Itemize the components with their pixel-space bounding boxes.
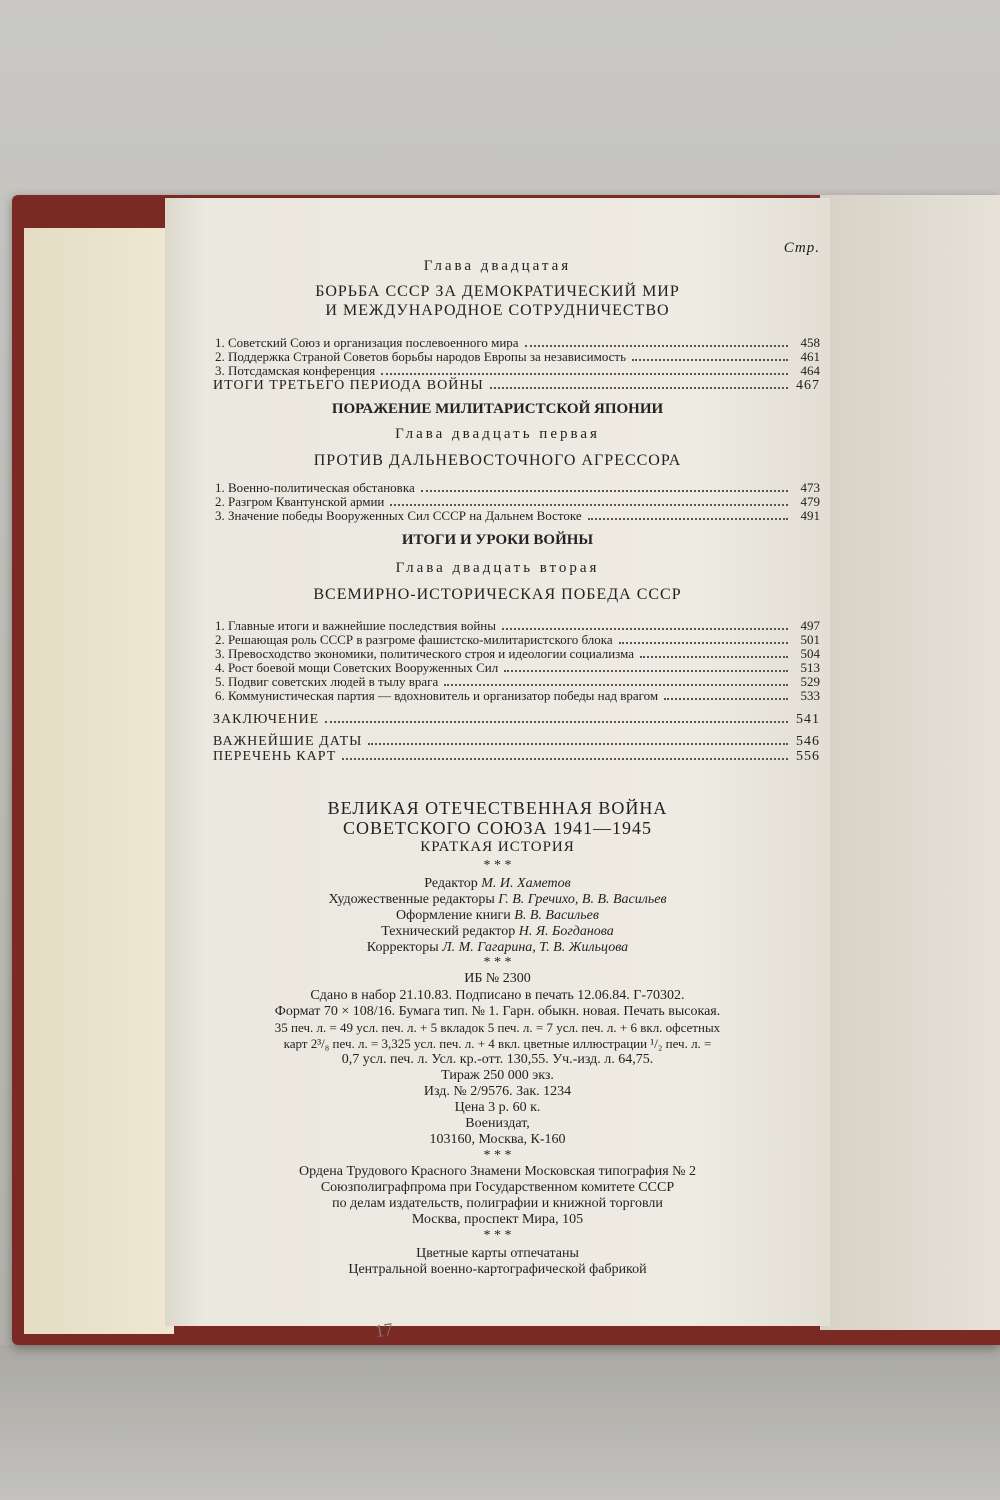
- toc-entry: 2. Поддержка Страной Советов борьбы народов Европы за независимость 461: [215, 349, 820, 364]
- imprint-line: 0,7 усл. печ. л. Усл. кр.-отт. 130,55. Уч.-изд. л. 64,75.: [341, 1052, 654, 1067]
- maps-note-line: Цветные карты отпечатаны: [416, 1246, 579, 1261]
- imprint-line: Сдано в набор 21.10.83. Подписано в печать 12.06.84. Г-70302.: [310, 988, 685, 1003]
- toc-entry-summary: ИТОГИ ТРЕТЬЕГО ПЕРИОДА ВОЙНЫ 467: [213, 378, 820, 393]
- imprint-line: Воениздат,: [465, 1116, 530, 1131]
- chapter-20-heading: Глава двадцатая: [423, 258, 572, 274]
- book-subtitle: КРАТКАЯ ИСТОРИЯ: [420, 839, 575, 855]
- imprint-line: Тираж 250 000 экз.: [441, 1068, 554, 1083]
- credit-tech-editor: Технический редактор Н. Я. Богданова: [381, 924, 614, 939]
- toc-entry-maps: ПЕРЕЧЕНЬ КАРТ 556: [213, 749, 820, 764]
- printer-line: по делам издательств, полиграфии и книжной торговли: [332, 1196, 663, 1211]
- imprint-line: Изд. № 2/9576. Зак. 1234: [423, 1084, 572, 1099]
- toc-entry: 5. Подвиг советских людей в тылу врага 529: [215, 674, 820, 689]
- imprint-line: Формат 70 × 108/16. Бумага тип. № 1. Гарн. обыкн. новая. Печать высокая.: [274, 1004, 721, 1019]
- toc-entry: 3. Значение победы Вооруженных Сил СССР на Дальнем Востоке 491: [215, 508, 820, 523]
- page-edges-left: [24, 228, 174, 1334]
- separator-stars: * * *: [483, 1228, 512, 1243]
- chapter-22-title: ВСЕМИРНО-ИСТОРИЧЕСКАЯ ПОБЕДА СССР: [313, 586, 682, 603]
- toc-entry: 1. Советский Союз и организация послевоенного мира 458: [215, 335, 820, 350]
- table-shadow: [0, 1345, 1000, 1500]
- imprint-line: карт 2³/₈ печ. л. = 3,325 усл. печ. л. + 4 вкл. цветные иллюстрации ¹/₂ печ. л. =: [283, 1036, 712, 1051]
- imprint-line: 103160, Москва, К-160: [429, 1132, 566, 1147]
- credit-art-editors: Художественные редакторы Г. В. Гречихо, В. В. Васильев: [328, 892, 667, 907]
- part-heading-japan: ПОРАЖЕНИЕ МИЛИТАРИСТСКОЙ ЯПОНИИ: [331, 401, 664, 417]
- toc-entry: 3. Потсдамская конференция 464: [215, 363, 820, 378]
- printer-line: Ордена Трудового Красного Знамени Московская типография № 2: [298, 1164, 697, 1179]
- facing-page: [820, 195, 1000, 1330]
- chapter-21-heading: Глава двадцать первая: [395, 426, 600, 442]
- book-title-line1: ВЕЛИКАЯ ОТЕЧЕСТВЕННАЯ ВОЙНА: [327, 798, 668, 818]
- handwritten-mark: 17: [373, 1318, 395, 1342]
- maps-note-line: Центральной военно-картографической фабрикой: [348, 1262, 647, 1277]
- separator-stars: * * *: [483, 858, 512, 873]
- toc-entry: 3. Превосходство экономики, политического строя и идеологии социализма 504: [215, 646, 820, 661]
- toc-entry: 6. Коммунистическая партия — вдохновитель и организатор победы над врагом 533: [215, 688, 820, 703]
- credit-design: Оформление книги В. В. Васильев: [396, 908, 599, 923]
- imprint-line: Цена 3 р. 60 к.: [454, 1100, 541, 1115]
- toc-entry: 4. Рост боевой мощи Советских Вооруженных Сил 513: [215, 660, 820, 675]
- part-heading-results: ИТОГИ И УРОКИ ВОЙНЫ: [401, 532, 594, 548]
- book-title-line2: СОВЕТСКОГО СОЮЗА 1941—1945: [342, 818, 653, 838]
- credit-editor: Редактор М. И. Хаметов: [424, 876, 571, 891]
- toc-entry: 2. Разгром Квантунской армии 479: [215, 494, 820, 509]
- toc-entry: 1. Главные итоги и важнейшие последствия войны 497: [215, 618, 820, 633]
- toc-entry: 2. Решающая роль СССР в разгроме фашистско-милитаристского блока 501: [215, 632, 820, 647]
- contents-page: [165, 198, 830, 1326]
- imprint-ib-number: ИБ № 2300: [464, 971, 531, 986]
- credit-proofreaders: Корректоры Л. М. Гагарина, Т. В. Жильцова: [366, 940, 629, 955]
- toc-entry: 1. Военно-политическая обстановка 473: [215, 480, 820, 495]
- separator-stars: * * *: [483, 1148, 512, 1163]
- toc-entry-conclusion: ЗАКЛЮЧЕНИЕ 541: [213, 712, 820, 727]
- printer-line: Союзполиграфпрома при Государственном комитете СССР: [320, 1180, 675, 1195]
- chapter-21-title: ПРОТИВ ДАЛЬНЕВОСТОЧНОГО АГРЕССОРА: [313, 452, 682, 469]
- page-column-label: Стр.: [783, 240, 820, 256]
- toc-entry-dates: ВАЖНЕЙШИЕ ДАТЫ 546: [213, 734, 820, 749]
- chapter-20-title-line1: БОРЬБА СССР ЗА ДЕМОКРАТИЧЕСКИЙ МИР: [315, 283, 680, 300]
- separator-stars: * * *: [483, 955, 512, 970]
- imprint-line: 35 печ. л. = 49 усл. печ. л. + 5 вкладок 5 печ. л. = 7 усл. печ. л. + 6 вкл. офсетных: [274, 1020, 721, 1035]
- chapter-22-heading: Глава двадцать вторая: [395, 560, 600, 576]
- printer-line: Москва, проспект Мира, 105: [411, 1212, 584, 1227]
- chapter-20-title-line2: И МЕЖДУНАРОДНОЕ СОТРУДНИЧЕСТВО: [325, 302, 670, 319]
